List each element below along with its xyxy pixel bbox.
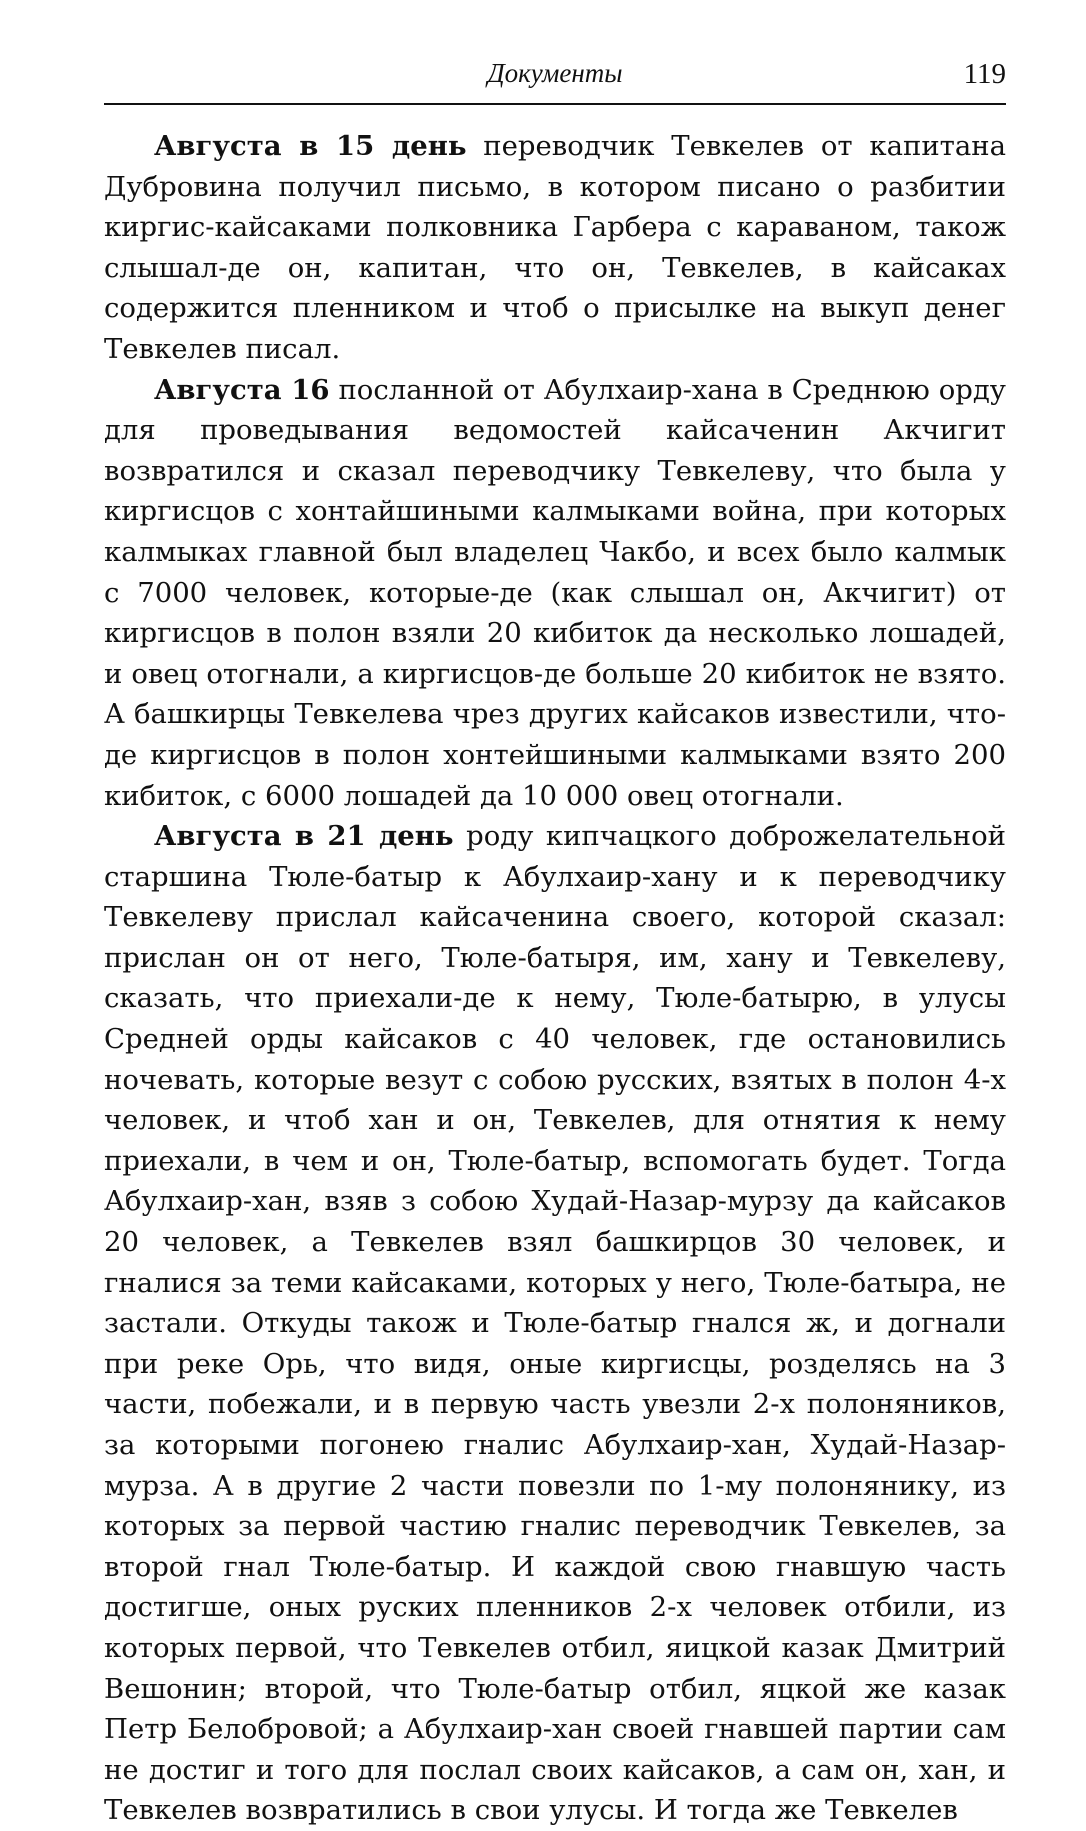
running-header xyxy=(104,0,1006,96)
paragraph-text: посланной от Абулхаир-хана в Среднюю орду для проведывания ведомостей кайсаченин Акчигит возвратился и сказал переводчику Тевкелеву, что была у киргисцов с хонтайшиными калмыками война, при которых калмыках главной был владелец Чакбо, и всех было калмык с 7000 человек, которые-де (как слышал он, Акчигит) от киргисцов в полон взяли 20 кибиток да несколько лошадей, и овец отогнали, а киргисцов-де больше 20 кибиток не взято. А башкирцы Тевкелева чрез других кайсаков известили, что-де киргисцов в полон хонтейшиными калмыками взято 200 кибиток, с 6000 лошадей да 10 000 овец отогнали. xyxy=(104,373,1006,812)
paragraph-text: переводчик Тевкелев от капитана Дубровина получил письмо, в котором писано о разбитии киргис-кайсаками полковника Гарбера с караваном, також слышал-де он, капитан, что он, Тевкелев, в кайсаках содержится пленником и чтоб о присылке на выкуп денег Тевкелев писал. xyxy=(104,130,1006,365)
paragraph-date-lead: Августа в 15 день xyxy=(154,130,467,162)
paragraph-date-lead: Августа 16 xyxy=(154,373,330,406)
paragraph-august-16 xyxy=(104,370,1006,817)
paragraph-text: роду кипчацкого доброжелательной старшина Тюле-батыр к Абулхаир-хану и к переводчику Тевкелеву прислал кайсаченина своего, которой сказал: прислан он от него, Тюле-батыря, им, хану и Тевкелеву, сказать, что приехали-де к нему, Тюле-батырю, в улусы Средней орды кайсаков с 40 человек, где остановились ночевать, которые везут с собою русских, взятых в полон 4-х человек, и чтоб хан и он, Тевкелев, для отнятия к нему приехали, в чем и он, Тюле-батыр, вспомогать будет. Тогда Абулхаир-хан, взяв з собою Худай-Назар-мурзу да кайсаков 20 человек, а Тевкелев взял башкирцов 30 человек, и гналися за теми кайсаками, которых у него, Тюле-батыра, не застали. Откуды також и Тюле-батыр гнался ж, и догнали при реке Орь, что видя, оные киргисцы, розделясь на 3 части, побежали, и в первую часть увезли 2-х полоняников, за которыми погонею гналис Абулхаир-хан, Худай-Назар-мурза. А в другие 2 части повезли по 1-му полонянику, из которых за первой частию гналис переводчик Тевкелев, за второй гнал Тюле-батыр. И каждой свою гнавшую часть достигше, оных руских пленников 2-х человек отбили, из которых первой, что Тевкелев отбил, яицкой казак Дмитрий Вешонин; второй, что Тюле-батыр отбил, яцкой же казак Петр Белобровой; а Абулхаир-хан своей гнавшей партии сам не достиг и того для послал своих кайсаков, а сам он, хан, и Тевкелев возвратились в свои улусы. И тогда же Тевкелев xyxy=(104,820,1006,1827)
running-title: Документы xyxy=(487,58,623,88)
paragraph-august-15 xyxy=(104,126,1006,370)
page-number: 119 xyxy=(963,58,1006,90)
header-rule xyxy=(104,103,1006,105)
paragraph-august-21 xyxy=(104,816,1006,1831)
body-text xyxy=(104,96,1006,1831)
paragraph-date-lead: Августа в 21 день xyxy=(154,820,454,853)
